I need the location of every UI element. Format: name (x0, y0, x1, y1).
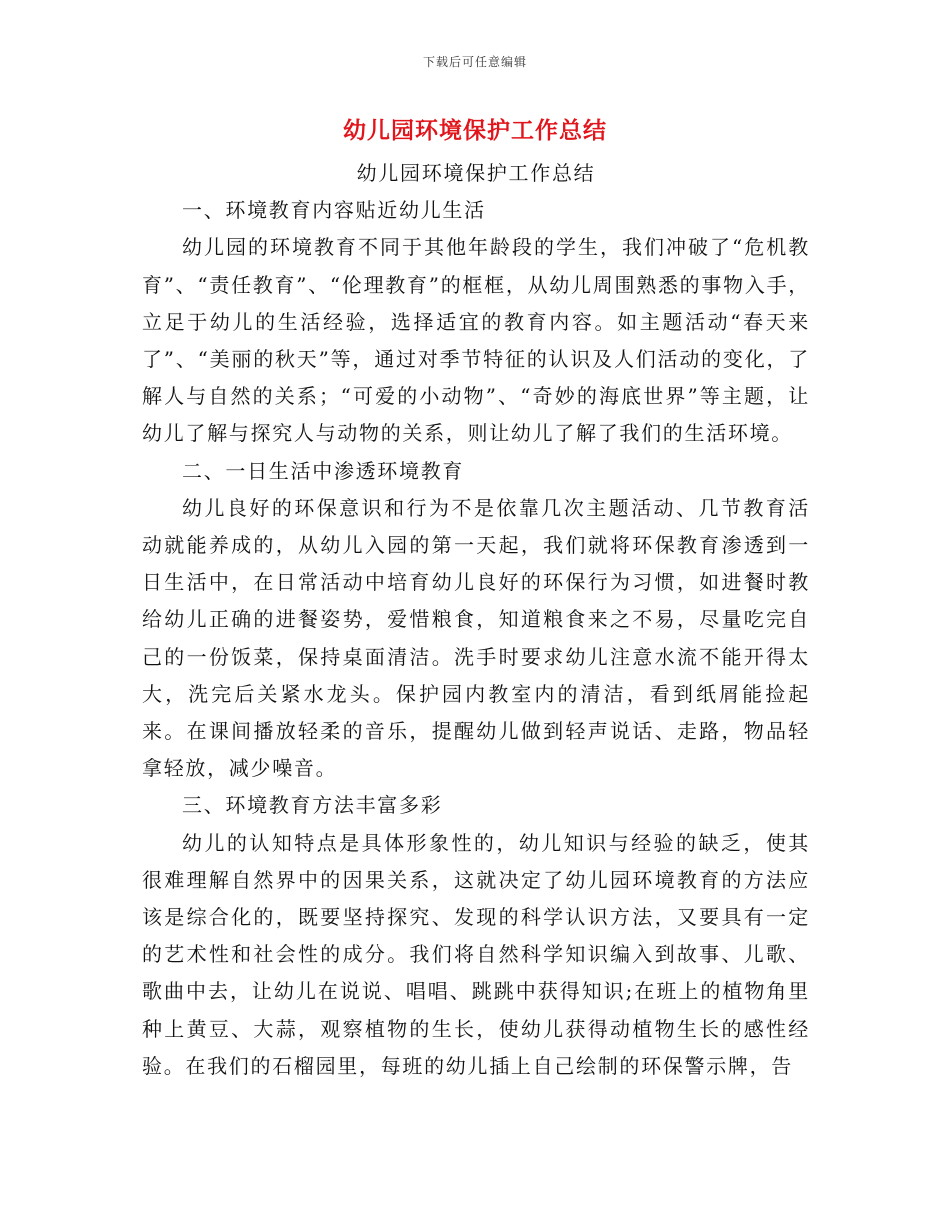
section-paragraph-1: 幼儿园的环境教育不同于其他年龄段的学生，我们冲破了“危机教育”、“责任教育”、“伦理教育”的框框，从幼儿周围熟悉的事物入手，立足于幼儿的生活经验，选择适宜的教育内容。如主题活动“春天来了”、“美丽的秋天”等，通过对季节特征的认识及人们活动的变化，了解人与自然的关系；“可爱的小动物”、“奇妙的海底世界”等主题，让幼儿了解与探究人与动物的关系，则让幼儿了解了我们的生活环境。 (142, 235, 810, 446)
section-paragraph-3: 幼儿的认知特点是具体形象性的，幼儿知识与经验的缺乏，使其很难理解自然界中的因果关系，这就决定了幼儿园环境教育的方法应该是综合化的，既要坚持探究、发现的科学认识方法，又要具有一定的艺术性和社会性的成分。我们将自然科学知识编入到故事、儿歌、歌曲中去，让幼儿在说说、唱唱、跳跳中获得知识;在班上的植物角里种上黄豆、大蒜，观察植物的生长，使幼儿获得动植物生长的感性经验。在我们的石榴园里，每班的幼儿插上自己绘制的环保警示牌，告 (142, 830, 810, 1078)
section-heading-1: 一、环境教育内容贴近幼儿生活 (182, 198, 486, 223)
section-heading-2: 二、一日生活中渗透环境教育 (182, 458, 465, 483)
section-heading-3: 三、环境教育方法丰富多彩 (182, 793, 443, 818)
document-title: 幼儿园环境保护工作总结 (343, 118, 607, 144)
document-subtitle: 幼儿园环境保护工作总结 (356, 161, 596, 185)
header-note: 下载后可任意编辑 (422, 55, 527, 69)
document-body (142, 155, 810, 1085)
section-paragraph-2: 幼儿良好的环保意识和行为不是依靠几次主题活动、几节教育活动就能养成的，从幼儿入园的第一天起，我们就将环保教育渗透到一日生活中，在日常活动中培育幼儿良好的环保行为习惯，如进餐时教给幼儿正确的进餐姿势，爱惜粮食，知道粮食来之不易，尽量吃完自己的一份饭菜，保持桌面清洁。洗手时要求幼儿注意水流不能开得太大，洗完后关紧水龙头。保护园内教室内的清洁，看到纸屑能捡起来。在课间播放轻柔的音乐，提醒幼儿做到轻声说话、走路，物品轻拿轻放，减少噪音。 (142, 495, 810, 781)
